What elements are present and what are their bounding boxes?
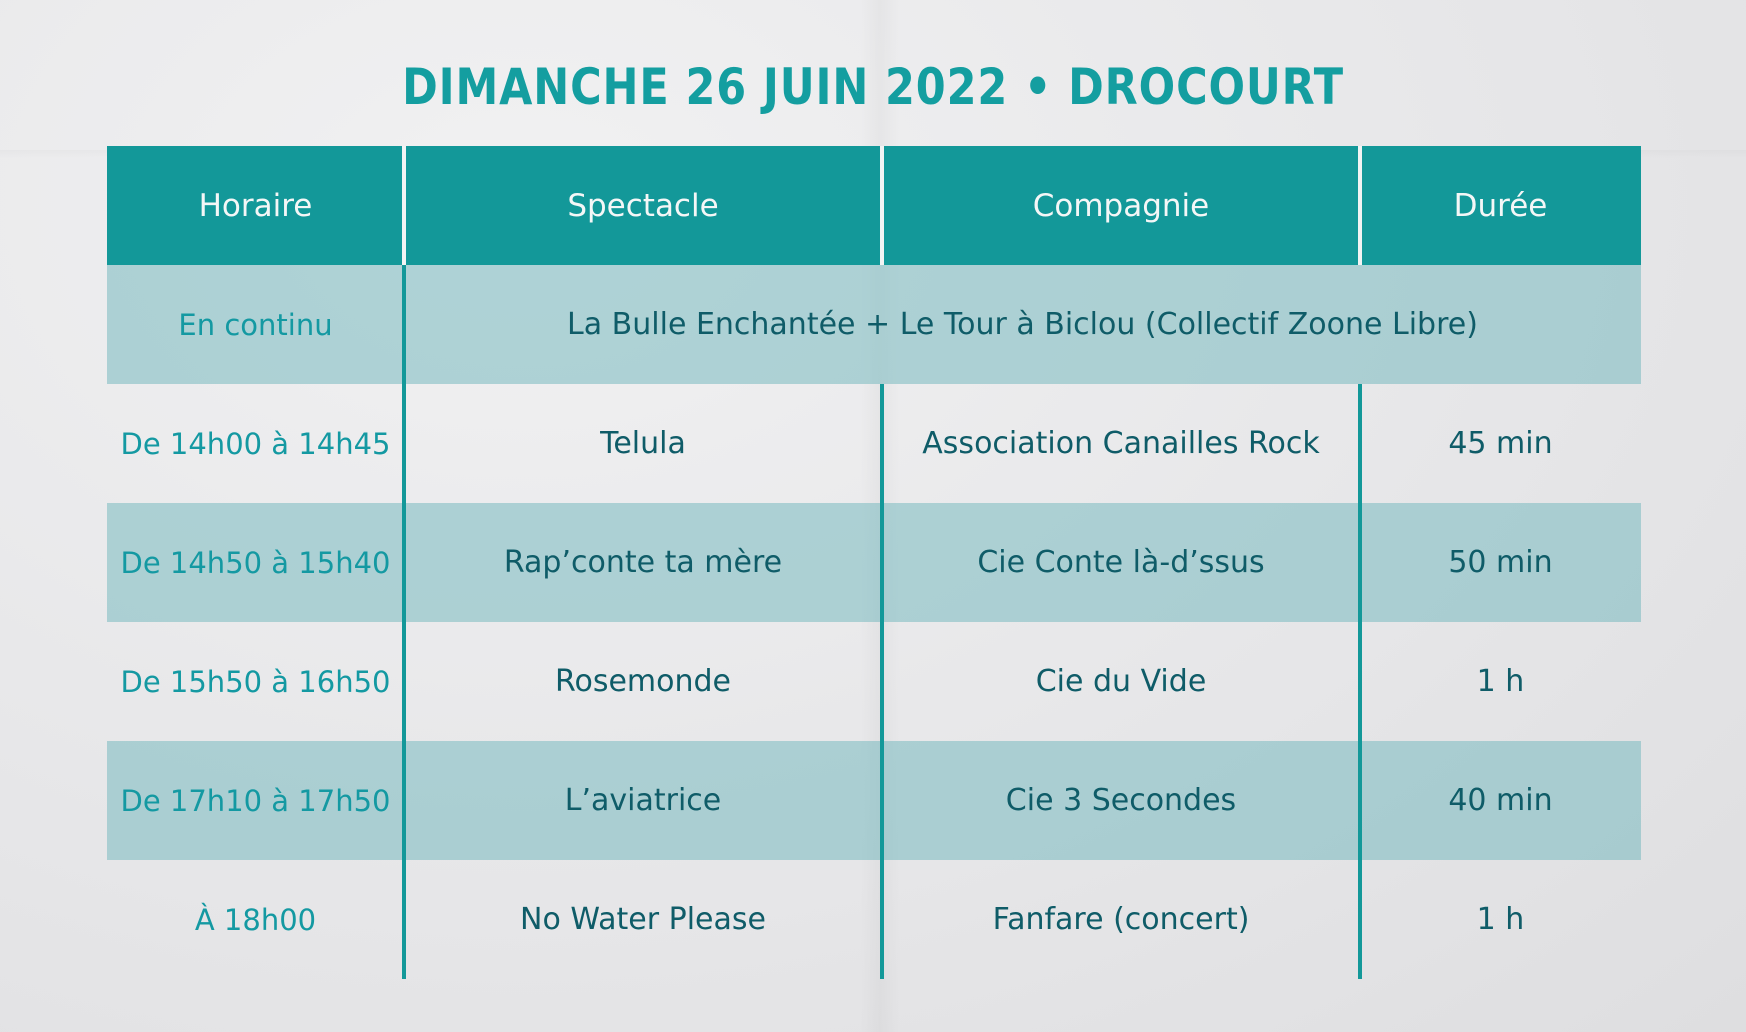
table-row bbox=[107, 860, 1641, 979]
row-time: De 15h50 à 16h50 bbox=[120, 664, 391, 699]
row-time: À 18h00 bbox=[194, 902, 317, 937]
row-company: Fanfare (concert) bbox=[992, 902, 1250, 937]
row-company: Cie Conte là-d’ssus bbox=[977, 545, 1265, 580]
table-row-continuous bbox=[107, 265, 1641, 384]
row-company: Association Canailles Rock bbox=[922, 426, 1320, 461]
row-company: Cie du Vide bbox=[1035, 664, 1207, 699]
page-title: DIMANCHE 26 JUIN 2022 • DROCOURT bbox=[402, 58, 1344, 116]
row-show: Rosemonde bbox=[554, 664, 732, 699]
column-header-duration: Durée bbox=[1453, 187, 1548, 224]
row-time: De 14h00 à 14h45 bbox=[120, 426, 391, 461]
header-divider bbox=[402, 146, 406, 265]
row-duration: 45 min bbox=[1448, 426, 1553, 461]
column-header-company: Compagnie bbox=[1032, 187, 1210, 224]
row-show: L’aviatrice bbox=[564, 783, 722, 818]
row-duration: 1 h bbox=[1476, 902, 1525, 937]
header-divider bbox=[1358, 146, 1362, 265]
row-duration: 40 min bbox=[1448, 783, 1553, 818]
row-time: En continu bbox=[178, 307, 333, 342]
row-show: Telula bbox=[600, 426, 686, 461]
table-row bbox=[107, 384, 1641, 503]
column-divider bbox=[1358, 384, 1362, 979]
row-company: Cie 3 Secondes bbox=[1005, 783, 1237, 818]
column-divider bbox=[402, 265, 406, 979]
column-header-time: Horaire bbox=[198, 187, 313, 224]
row-continuous-text: La Bulle Enchantée + Le Tour à Biclou (Collectif Zoone Libre) bbox=[567, 307, 1478, 342]
table-header-row bbox=[107, 146, 1641, 265]
row-show: Rap’conte ta mère bbox=[503, 545, 783, 580]
row-duration: 1 h bbox=[1476, 664, 1525, 699]
schedule-table bbox=[107, 146, 1641, 979]
row-show: No Water Please bbox=[520, 902, 766, 937]
header-divider bbox=[880, 146, 884, 265]
row-time: De 17h10 à 17h50 bbox=[120, 783, 391, 818]
table-row bbox=[107, 622, 1641, 741]
table-row bbox=[107, 741, 1641, 860]
column-divider bbox=[880, 384, 884, 979]
row-time: De 14h50 à 15h40 bbox=[120, 545, 391, 580]
table-row bbox=[107, 503, 1641, 622]
column-header-show: Spectacle bbox=[567, 187, 719, 224]
row-duration: 50 min bbox=[1448, 545, 1553, 580]
